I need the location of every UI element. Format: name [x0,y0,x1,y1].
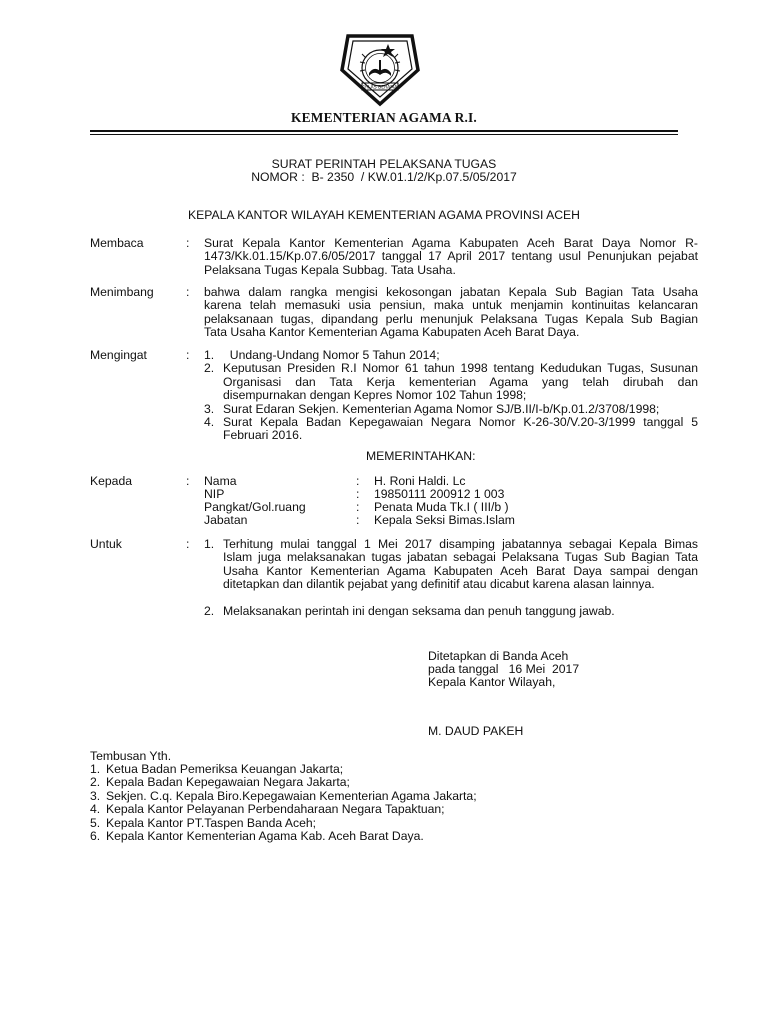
list-line: Februari 2016. [223,428,303,443]
membaca-colon: : [186,236,190,250]
membaca-line: Pelaksana Tugas Kepala Subbag. Tata Usaha. [204,262,456,277]
list-text: Kepala Kantor Pelayanan Perbendaharaan Negara Tapaktuan; [106,802,445,817]
list-number: 3. [204,401,215,416]
list-number: 2. [204,603,215,618]
list-line: Islam juga melaksanakan tugas jabatan sebagai Pelaksana Tugas Sub Bagian Tata [223,550,698,565]
list-item [204,416,698,443]
list-item [90,830,477,843]
ministry-emblem-logo [338,30,422,108]
field-value-nama: H. Roni Haldi. Lc [374,474,466,488]
list-line: disempurnakan dengan Kepres Nomor 102 Tahun 1998; [223,388,527,403]
list-item [90,776,477,789]
list-number: 2. [90,775,101,790]
untuk-colon: : [186,537,190,551]
membaca-line: Surat Kepala Kantor Kementerian Agama Kabupaten Aceh Barat Daya Nomor R- [204,236,698,250]
list-number: 1. [90,762,101,776]
list-item [204,403,698,416]
membaca-text [204,237,698,277]
list-line: Keputusan Presiden R.I Nomor 61 tahun 1998 tentang Kedudukan Tugas, Susunan [223,361,698,376]
list-item [204,349,698,362]
membaca-line: 1473/Kk.01.15/Kp.07.6/05/2017 tanggal 17 April 2017 tentang usul Penunjukan pejabat [204,249,698,264]
list-line: ditetapkan dan dilantik pejabat yang definitif atau dicabut karena alasan lainnya. [223,577,655,592]
list-item [90,763,477,776]
menimbang-colon: : [186,285,190,299]
signature-role: Kepala Kantor Wilayah, [428,675,556,689]
field-colon: : [356,474,360,488]
menimbang-line: karena telah memasuki usia pensiun, maka untuk menjamin kontinuitas kelancaran [204,298,698,313]
list-text: Kepala Kantor Kementerian Agama Kab. Aceh Barat Daya. [106,829,424,844]
tembusan-list [90,763,477,843]
letter-title: SURAT PERINTAH PELAKSANA TUGAS [271,157,497,171]
list-item [90,790,477,803]
signatory-name: M. DAUD PAKEH [428,724,524,738]
mengingat-list [204,349,698,443]
field-colon: : [356,500,360,514]
list-line: Organisasi dan Tata Kerja kementerian Agama yang telah dirubah dan [223,374,698,389]
kepada-label: Kepada [90,474,133,488]
menimbang-label: Menimbang [90,285,154,299]
list-line: Surat Kepala Badan Kepegawaian Negara Nomor K-26-30/V.20-3/1999 tanggal 5 [223,415,698,430]
list-item [204,362,698,402]
list-line: Surat Edaran Sekjen. Kementerian Agama Nomor SJ/B.II/I-b/Kp.01.2/3708/1998; [223,401,660,416]
kepada-colon: : [186,474,190,488]
signature-date: pada tanggal 16 Mei 2017 [428,662,580,676]
tembusan-heading: Tembusan Yth. [90,749,172,763]
menimbang-line: pelaksanaan tugas, dipandang perlu menunjuk Pelaksana Tugas Kepala Sub Bagian [204,311,698,326]
list-number: 3. [90,788,101,803]
untuk-list [204,538,698,618]
field-label-pangkat: Pangkat/Gol.ruang [204,500,306,514]
list-line: Terhitung mulai tanggal 1 Mei 2017 disamping jabatannya sebagai Kepala Bimas [223,537,698,551]
menimbang-text [204,286,698,340]
list-item [204,605,698,618]
list-text: Sekjen. C.q. Kepala Biro.Kepegawaian Kementerian Agama Jakarta; [106,788,477,803]
field-colon: : [356,513,360,527]
emblem-motto-text: IKHLAS BERAMAL [360,85,400,91]
letter-number: NOMOR : B- 2350 / KW.01.1/2/Kp.07.5/05/2017 [251,170,517,184]
list-line: Undang-Undang Nomor 5 Tahun 2014; [223,348,440,362]
field-colon: : [356,487,360,501]
field-label-nama: Nama [204,474,237,488]
list-line: Usaha Kantor Kementerian Agama Kabupaten Aceh Barat Daya sampai dengan [223,563,698,578]
menimbang-line: Tata Usaha Kantor Kementerian Agama Kabupaten Aceh Barat Daya. [204,325,580,340]
list-number: 2. [204,361,215,376]
list-text: Kepala Kantor PT.Taspen Banda Aceh; [106,815,317,830]
memerintahkan-heading: MEMERINTAHKAN: [366,449,476,463]
field-value-nip: 19850111 200912 1 003 [374,487,505,501]
mengingat-label: Mengingat [90,348,147,362]
list-line: Melaksanakan perintah ini dengan seksama dan penuh tanggung jawab. [223,603,615,618]
header-rule-thin [90,134,678,135]
membaca-label: Membaca [90,236,144,250]
list-text: Ketua Badan Pemeriksa Keuangan Jakarta; [106,762,344,776]
list-item [204,538,698,592]
list-number: 5. [90,815,101,830]
list-number: 4. [204,415,215,430]
signature-place: Ditetapkan di Banda Aceh [428,649,569,663]
mengingat-colon: : [186,348,190,362]
header-rule-thick [90,130,678,132]
list-number: 1. [204,537,215,551]
field-value-jabatan: Kepala Seksi Bimas.Islam [374,513,515,527]
list-number: 4. [90,802,101,817]
menimbang-line: bahwa dalam rangka mengisi kekosongan jabatan Kepala Sub Bagian Tata Usaha [204,285,698,299]
untuk-label: Untuk [90,537,122,551]
field-label-nip: NIP [204,487,225,501]
issuer-heading: KEPALA KANTOR WILAYAH KEMENTERIAN AGAMA PROVINSI ACEH [188,208,580,222]
ministry-title: KEMENTERIAN AGAMA R.I. [291,110,477,125]
list-item [90,803,477,816]
list-number: 6. [90,829,101,844]
field-label-jabatan: Jabatan [204,513,248,527]
list-text: Kepala Badan Kepegawaian Negara Jakarta; [106,775,350,790]
field-value-pangkat: Penata Muda Tk.I ( III/b ) [374,500,509,514]
list-number: 1. [204,348,215,362]
list-item [90,817,477,830]
